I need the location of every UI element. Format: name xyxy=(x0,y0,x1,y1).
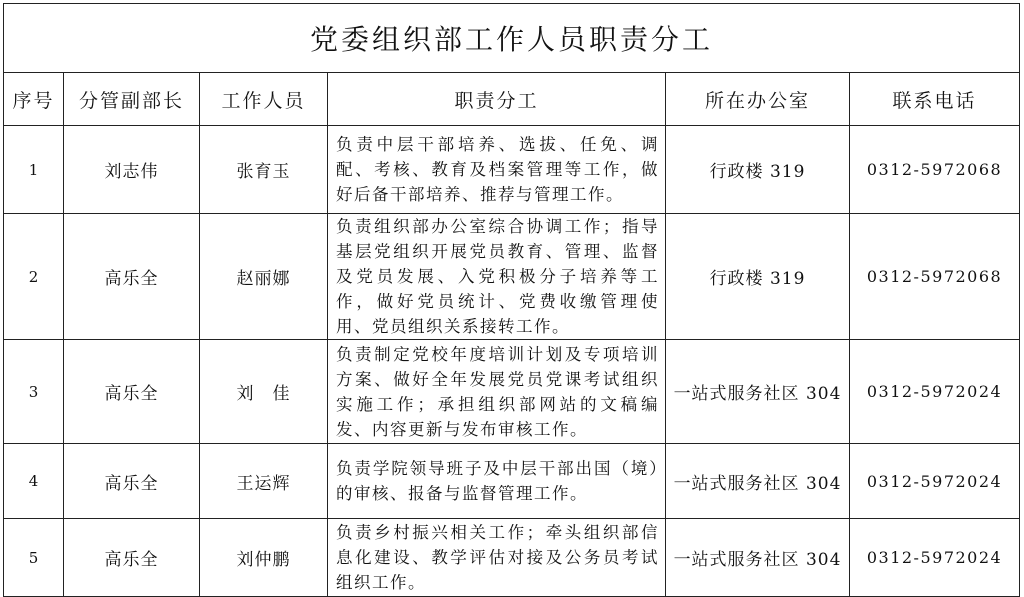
col-header-phone: 联系电话 xyxy=(850,73,1020,126)
phone-number: 0312-5972024 xyxy=(850,340,1020,444)
table-header-row xyxy=(4,73,1020,126)
office-location: 一站式服务社区 304 xyxy=(666,444,850,519)
office-location: 一站式服务社区 304 xyxy=(666,519,850,597)
row-number: 4 xyxy=(4,444,64,519)
office-location: 行政楼 319 xyxy=(666,214,850,340)
phone-number: 0312-5972024 xyxy=(850,444,1020,519)
col-header-deputy: 分管副部长 xyxy=(64,73,200,126)
deputy-name: 高乐全 xyxy=(64,214,200,340)
row-number: 3 xyxy=(4,340,64,444)
duty-description: 负责学院领导班子及中层干部出国（境）的审核、报备与监督管理工作。 xyxy=(328,444,666,519)
row-number: 2 xyxy=(4,214,64,340)
phone-number: 0312-5972068 xyxy=(850,126,1020,214)
page-title: 党委组织部工作人员职责分工 xyxy=(4,4,1020,73)
row-number: 5 xyxy=(4,519,64,597)
deputy-name: 高乐全 xyxy=(64,340,200,444)
staff-name: 刘仲鹏 xyxy=(200,519,328,597)
duty-description: 负责制定党校年度培训计划及专项培训方案、做好全年发展党员党课考试组织实施工作；承担组织部网站的文稿编发、内容更新与发布审核工作。 xyxy=(328,340,666,444)
col-header-duty: 职责分工 xyxy=(328,73,666,126)
table-row xyxy=(4,519,1020,597)
duty-table xyxy=(3,3,1020,597)
office-location: 一站式服务社区 304 xyxy=(666,340,850,444)
phone-number: 0312-5972068 xyxy=(850,214,1020,340)
table-row xyxy=(4,340,1020,444)
table-row xyxy=(4,126,1020,214)
deputy-name: 刘志伟 xyxy=(64,126,200,214)
row-number: 1 xyxy=(4,126,64,214)
table-row xyxy=(4,214,1020,340)
col-header-office: 所在办公室 xyxy=(666,73,850,126)
duty-description: 负责乡村振兴相关工作；牵头组织部信息化建设、教学评估对接及公务员考试组织工作。 xyxy=(328,519,666,597)
staff-name: 张育玉 xyxy=(200,126,328,214)
staff-name: 赵丽娜 xyxy=(200,214,328,340)
col-header-staff: 工作人员 xyxy=(200,73,328,126)
deputy-name: 高乐全 xyxy=(64,444,200,519)
deputy-name: 高乐全 xyxy=(64,519,200,597)
duty-description: 负责中层干部培养、选拔、任免、调配、考核、教育及档案管理等工作，做好后备干部培养、推荐与管理工作。 xyxy=(328,126,666,214)
table-row xyxy=(4,444,1020,519)
office-location: 行政楼 319 xyxy=(666,126,850,214)
phone-number: 0312-5972024 xyxy=(850,519,1020,597)
col-header-number: 序号 xyxy=(4,73,64,126)
staff-name: 王运辉 xyxy=(200,444,328,519)
duty-description: 负责组织部办公室综合协调工作；指导基层党组织开展党员教育、管理、监督及党员发展、入党积极分子培养等工作，做好党员统计、党费收缴管理使用、党员组织关系接转工作。 xyxy=(328,214,666,340)
staff-name: 刘 佳 xyxy=(200,340,328,444)
